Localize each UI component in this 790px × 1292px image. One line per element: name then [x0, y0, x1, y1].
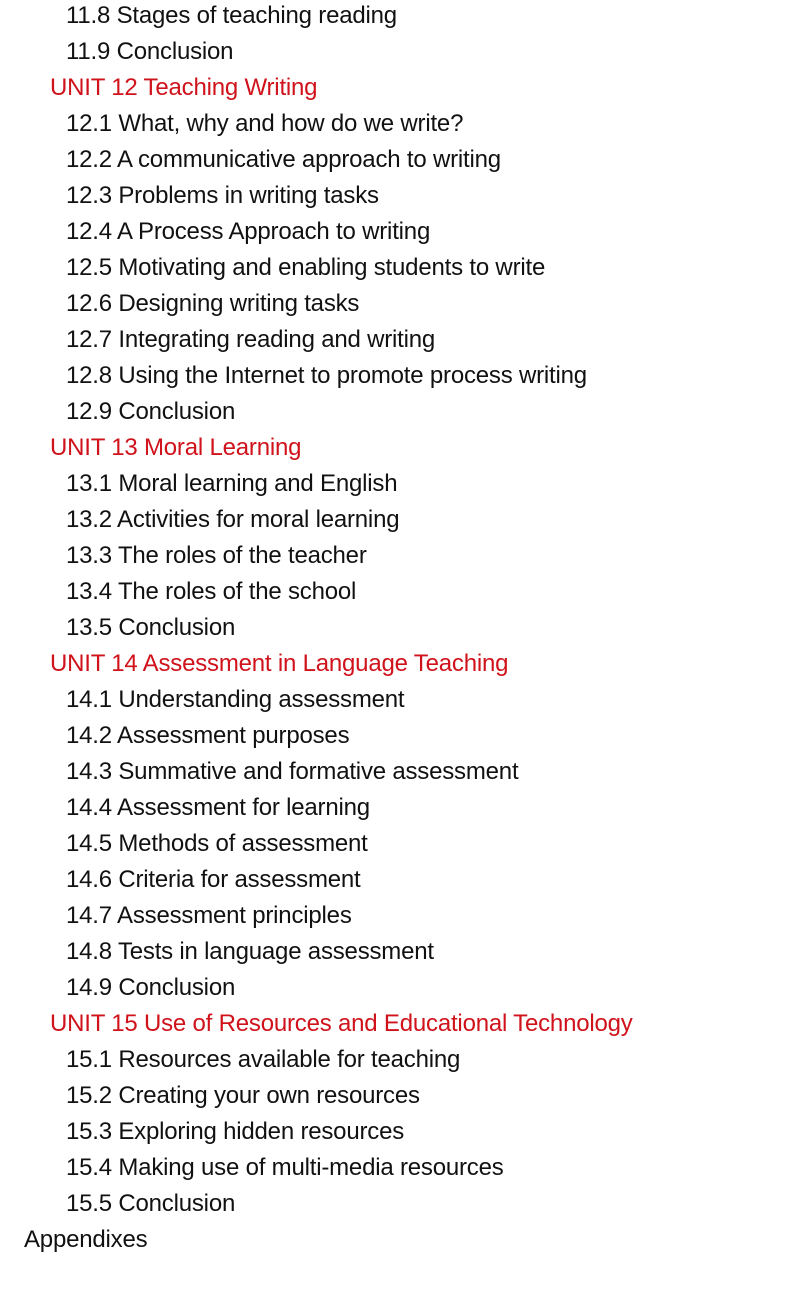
toc-section-14-3[interactable]: 14.3 Summative and formative assessment — [66, 758, 519, 785]
toc-section-14-8[interactable]: 14.8 Tests in language assessment — [66, 938, 434, 965]
toc-section-15-2[interactable]: 15.2 Creating your own resources — [66, 1082, 420, 1109]
toc-section-12-6[interactable]: 12.6 Designing writing tasks — [66, 290, 360, 317]
toc-unit-12-heading[interactable]: UNIT 12 Teaching Writing — [50, 74, 318, 101]
toc-section-14-5[interactable]: 14.5 Methods of assessment — [66, 830, 368, 857]
toc-section-12-3[interactable]: 12.3 Problems in writing tasks — [66, 182, 379, 209]
toc-section-13-2[interactable]: 13.2 Activities for moral learning — [66, 506, 400, 533]
toc-appendixes[interactable]: Appendixes — [24, 1226, 148, 1253]
toc-section-15-3[interactable]: 15.3 Exploring hidden resources — [66, 1118, 405, 1145]
toc-section-14-7[interactable]: 14.7 Assessment principles — [66, 902, 352, 929]
toc-section-12-8[interactable]: 12.8 Using the Internet to promote process writing — [66, 362, 587, 389]
toc-section-12-7[interactable]: 12.7 Integrating reading and writing — [66, 326, 436, 353]
toc-unit-13-heading[interactable]: UNIT 13 Moral Learning — [50, 434, 302, 461]
toc-section-12-2[interactable]: 12.2 A communicative approach to writing — [66, 146, 501, 173]
toc-section-13-4[interactable]: 13.4 The roles of the school — [66, 578, 357, 605]
toc-section-13-1[interactable]: 13.1 Moral learning and English — [66, 470, 398, 497]
toc-section-12-1[interactable]: 12.1 What, why and how do we write? — [66, 110, 464, 137]
toc-section-14-4[interactable]: 14.4 Assessment for learning — [66, 794, 370, 821]
toc-section-12-4[interactable]: 12.4 A Process Approach to writing — [66, 218, 431, 245]
toc-section-11-8[interactable]: 11.8 Stages of teaching reading — [66, 2, 397, 29]
toc-unit-15-heading[interactable]: UNIT 15 Use of Resources and Educational Technology — [50, 1010, 633, 1037]
toc-section-14-1[interactable]: 14.1 Understanding assessment — [66, 686, 405, 713]
toc-section-15-5[interactable]: 15.5 Conclusion — [66, 1190, 236, 1217]
toc-unit-14-heading[interactable]: UNIT 14 Assessment in Language Teaching — [50, 650, 509, 677]
toc-section-12-9[interactable]: 12.9 Conclusion — [66, 398, 236, 425]
toc-section-13-5[interactable]: 13.5 Conclusion — [66, 614, 236, 641]
toc-section-14-2[interactable]: 14.2 Assessment purposes — [66, 722, 350, 749]
toc-section-15-4[interactable]: 15.4 Making use of multi-media resources — [66, 1154, 504, 1181]
toc-section-14-6[interactable]: 14.6 Criteria for assessment — [66, 866, 361, 893]
toc-section-13-3[interactable]: 13.3 The roles of the teacher — [66, 542, 367, 569]
toc-section-11-9[interactable]: 11.9 Conclusion — [66, 38, 234, 65]
toc-section-15-1[interactable]: 15.1 Resources available for teaching — [66, 1046, 461, 1073]
toc-section-12-5[interactable]: 12.5 Motivating and enabling students to write — [66, 254, 546, 281]
toc-section-14-9[interactable]: 14.9 Conclusion — [66, 974, 236, 1001]
